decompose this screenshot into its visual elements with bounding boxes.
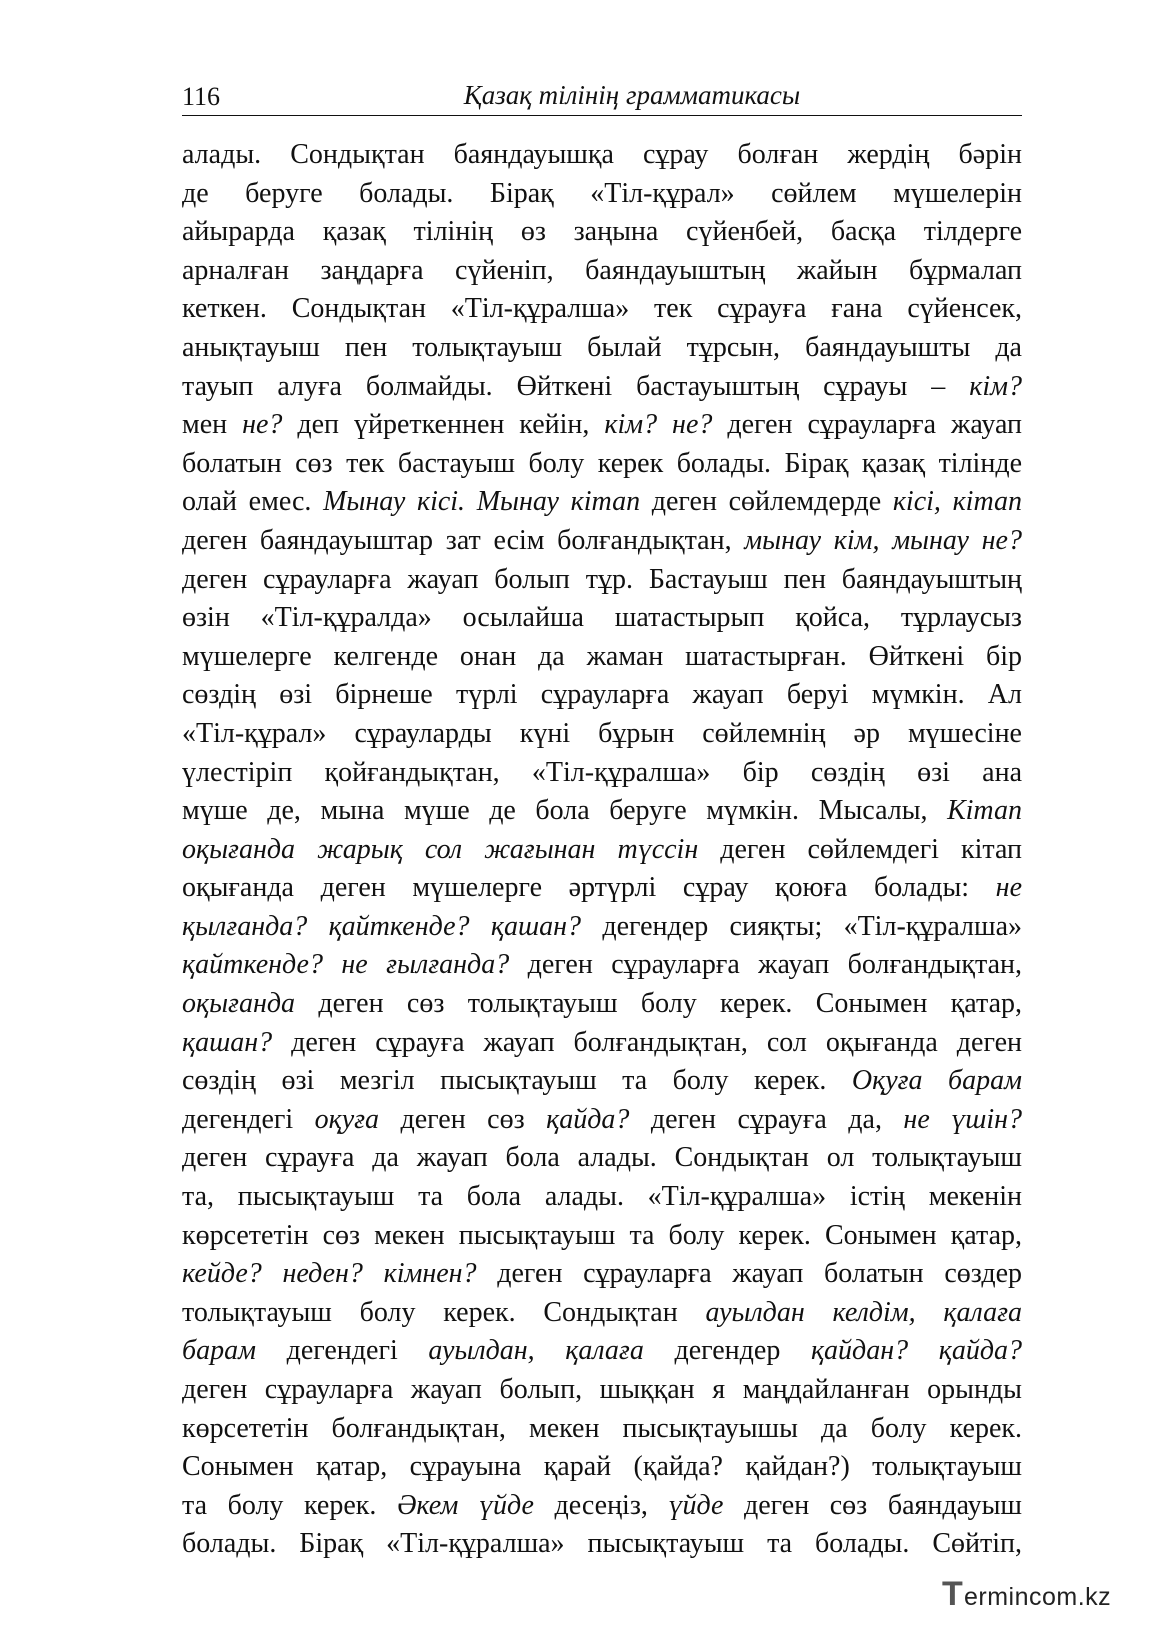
text-segment: та болу керек.: [182, 1489, 397, 1521]
text-segment: оқығанда деген мүшелерге әртүрлі сұрау қоюға болады:: [182, 872, 996, 904]
text-segment: дегендегі: [182, 1103, 315, 1135]
text-line: [182, 213, 1022, 252]
italic-example: қайда?: [546, 1103, 630, 1135]
text-segment: алады. Сондықтан баяндауышқа сұрау болған жердің бәрін: [182, 139, 1022, 170]
text-segment: арналған заңдарға сүйеніп, баяндауыштың жайын бұрмалап: [182, 254, 1022, 286]
text-line: [182, 1448, 1022, 1487]
text-segment: болады. Бірақ «Тіл-құралша» пысықтауыш та болады. Сөйтіп,: [182, 1528, 1022, 1560]
text-segment: олай емес.: [182, 486, 324, 518]
header-rule: [182, 115, 1022, 116]
text-line: [182, 1525, 1022, 1564]
italic-example: қылғанда? қайткенде? қашан?: [182, 910, 581, 942]
text-segment: мүше де, мына мүше де бола беруге мүмкін. Мысалы,: [182, 795, 948, 827]
text-segment: деген сұрауларға жауап: [712, 409, 1022, 441]
text-segment: үлестіріп қойғандықтан, «Тіл-құралша» бір сөздің өзі ана: [182, 756, 1022, 788]
italic-example: не?: [242, 409, 283, 441]
text-segment: дегендегі: [255, 1335, 429, 1367]
text-segment: деген сұрауға да,: [629, 1103, 904, 1135]
text-line: [182, 445, 1022, 484]
text-segment: өзін «Тіл-құралда» осылайша шатастырып қойса, тұрлаусыз: [182, 602, 1022, 634]
italic-example: кейде? неден? кімнен?: [182, 1258, 477, 1290]
text-line: [182, 406, 1022, 445]
text-segment: деген сөз толықтауыш болу керек. Сонымен қатар,: [295, 988, 1022, 1020]
text-line: [182, 1487, 1022, 1526]
text-line: [182, 831, 1022, 870]
text-segment: сөздің өзі бірнеше түрлі сұрауларға жауап беруі мүмкін. Ал: [182, 679, 1022, 711]
text-segment: мүшелерге келгенде онан да жаман шатастырған. Өйткені бір: [182, 640, 1022, 672]
italic-example: Оқуға барам: [851, 1065, 1022, 1097]
text-segment: мен: [182, 409, 243, 441]
site-watermark: [942, 1577, 1142, 1617]
text-line: [182, 1255, 1022, 1294]
italic-example: Кітап: [947, 795, 1022, 827]
text-segment: айырарда қазақ тілінің өз заңына сүйенбей, басқа тілдерге: [182, 216, 1022, 248]
text-segment: көрсететін сөз мекен пысықтауыш та болу керек. Сонымен қатар,: [182, 1219, 1022, 1251]
text-segment: деген сөз баяндауыш: [723, 1489, 1022, 1521]
italic-example: кісі, кітап: [892, 486, 1022, 518]
text-line: [182, 175, 1022, 214]
text-line: [182, 869, 1022, 908]
text-line: [182, 136, 1022, 175]
italic-example: қайткенде? не ғылғанда?: [182, 949, 510, 981]
text-line: [182, 599, 1022, 638]
italic-example: не үшін?: [903, 1103, 1022, 1135]
text-segment: кеткен. Сондықтан «Тіл-құралша» тек сұрауға ғана сүйенсек,: [182, 293, 1022, 325]
text-line: [182, 252, 1022, 291]
italic-example: Әкем үйде: [396, 1489, 534, 1521]
text-segment: деген баяндауыштар зат есім болғандықтан,: [182, 524, 745, 556]
italic-example: кім?: [969, 370, 1022, 402]
text-segment: тауып алуға болмайды. Өйткені бастауыштың сұрауы –: [182, 370, 970, 402]
italic-example: оқығанда: [182, 988, 296, 1020]
italic-example: Мынау кісі. Мынау кітап: [323, 486, 641, 518]
text-segment: дегендер сияқты; «Тіл-құралша»: [581, 910, 1022, 942]
text-segment: көрсететін болғандықтан, мекен пысықтауышы да болу керек.: [182, 1412, 1022, 1444]
text-line: [182, 1062, 1022, 1101]
text-line: [182, 715, 1022, 754]
text-line: [182, 290, 1022, 329]
italic-example: барам: [182, 1335, 256, 1367]
text-line: [182, 1332, 1022, 1371]
text-segment: деген сұрауға жауап болғандықтан, сол оқығанда деген: [272, 1026, 1022, 1058]
text-segment: деп үйреткеннен кейін,: [282, 409, 605, 441]
italic-example: оқығанда жарық сол жағынан түссін: [182, 833, 699, 865]
text-line: [182, 329, 1022, 368]
text-segment: дегендер: [643, 1335, 811, 1367]
watermark-logo-letter: T: [942, 1575, 963, 1613]
italic-example: мынау кім, мынау не?: [744, 524, 1022, 556]
running-title: Қазақ тілінің грамматикасы: [463, 80, 801, 110]
text-segment: та, пысықтауыш та бола алады. «Тіл-құралша» істің мекенін: [182, 1181, 1022, 1213]
text-line: [182, 1024, 1022, 1063]
italic-example: кім? не?: [604, 409, 713, 441]
italic-example: не: [995, 872, 1022, 904]
text-segment: деген сұрауға да жауап бола алады. Сондықтан ол толықтауыш: [182, 1142, 1022, 1174]
text-segment: болатын сөз тек бастауыш болу керек болады. Бірақ қазақ тілінде: [182, 447, 1022, 479]
text-segment: деген сұрауларға жауап болып тұр. Бастауыш пен баяндауыштың: [182, 563, 1022, 595]
text-segment: десеңіз,: [533, 1489, 669, 1521]
text-segment: анықтауыш пен толықтауыш былай тұрсын, баяндауышты да: [182, 331, 1022, 363]
italic-example: қашан?: [182, 1026, 273, 1058]
text-line: [182, 638, 1022, 677]
watermark-text: ermincom.kz: [964, 1583, 1112, 1611]
italic-example: қайдан? қайда?: [810, 1335, 1022, 1367]
text-segment: деген сұрауларға жауап болатын сөздер: [476, 1258, 1022, 1290]
text-segment: деген сөз: [379, 1103, 547, 1135]
text-segment: деген сұрауларға жауап болып, шыққан я маңдайланған орынды: [182, 1374, 1022, 1405]
text-segment: Сонымен қатар, сұрауына қарай (қайда? қайдан?) толықтауыш: [182, 1451, 1022, 1483]
text-line: [182, 561, 1022, 600]
text-line: [182, 1410, 1022, 1449]
text-line: [182, 908, 1022, 947]
page-number: 116: [182, 82, 221, 111]
text-segment: деген сөйлемдегі кітап: [698, 833, 1022, 865]
text-segment: деген сұрауларға жауап болғандықтан,: [509, 949, 1022, 981]
body-text: [182, 136, 1022, 1564]
text-line: [182, 1371, 1022, 1410]
text-line: [182, 483, 1022, 522]
text-line: [182, 368, 1022, 407]
text-line: [182, 1294, 1022, 1333]
italic-example: ауылдан келдім, қалаға: [705, 1296, 1022, 1328]
text-line: [182, 1139, 1022, 1178]
italic-example: оқуға: [314, 1103, 380, 1135]
text-segment: деген сөйлемдерде: [640, 486, 893, 518]
text-line: [182, 676, 1022, 715]
text-line: [182, 754, 1022, 793]
text-line: [182, 522, 1022, 561]
text-line: [182, 985, 1022, 1024]
page-header: [182, 78, 1022, 118]
text-segment: толықтауыш болу керек. Сондықтан: [182, 1296, 706, 1328]
text-segment: де беруге болады. Бірақ «Тіл-құрал» сөйлем мүшелерін: [182, 177, 1022, 209]
text-segment: «Тіл-құрал» сұрауларды күні бұрын сөйлемнің әр мүшесіне: [182, 717, 1022, 749]
text-line: [182, 792, 1022, 831]
text-segment: сөздің өзі мезгіл пысықтауыш та болу керек.: [182, 1065, 852, 1097]
italic-example: үйде: [668, 1489, 724, 1521]
text-line: [182, 1217, 1022, 1256]
text-line: [182, 946, 1022, 985]
text-line: [182, 1178, 1022, 1217]
italic-example: ауылдан, қалаға: [428, 1335, 644, 1367]
text-line: [182, 1101, 1022, 1140]
